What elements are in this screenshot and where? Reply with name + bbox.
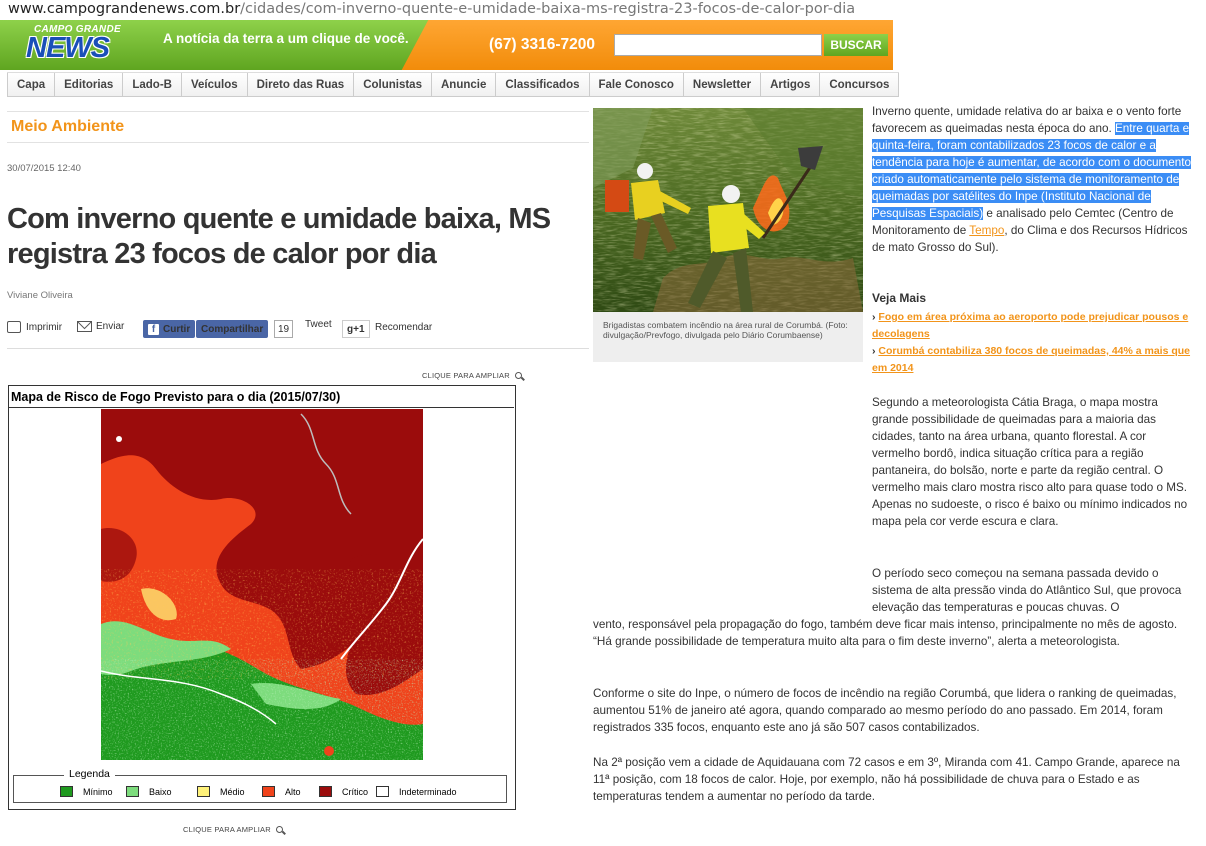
legend-item-critico: Crítico xyxy=(319,786,368,797)
print-label: Imprimir xyxy=(26,321,63,333)
related-link-1[interactable]: › Fogo em área próxima ao aeroporto pode prejudicar pousos e decolagens xyxy=(872,311,1189,340)
site-header xyxy=(0,20,893,70)
send-label: Enviar xyxy=(96,321,125,332)
zoom-link-top[interactable] xyxy=(422,371,522,380)
map-image xyxy=(101,409,423,760)
share-count: 19 xyxy=(274,320,293,338)
nav-item-fale-conosco[interactable]: Fale Conosco xyxy=(590,73,684,97)
search-button[interactable]: BUSCAR xyxy=(824,34,888,56)
nav-item-direto-das-ruas[interactable]: Direto das Ruas xyxy=(248,73,355,97)
facebook-share-button[interactable]: Compartilhar xyxy=(196,320,268,338)
selected-text: Entre quarta e quinta-feira, foram contabilizados 23 focos de calor e a tendência para hoje é aumentar, de acordo com o documento criado automaticamente pelo sistema de monitoramento de queimadas por satélites do Inpe (Instituto Nacional de Pesquisas Espaciais) xyxy=(872,122,1192,220)
legend-item-baixo: Baixo xyxy=(126,786,172,797)
article-author: Viviane Oliveira xyxy=(7,290,73,301)
facebook-icon: f xyxy=(148,324,159,335)
legend-item-alto: Alto xyxy=(262,786,301,797)
nav-item-editorias[interactable]: Editorias xyxy=(55,73,123,97)
tempo-link[interactable]: Tempo xyxy=(969,224,1005,237)
map-title: Mapa de Risco de Fogo Previsto para o dia (2015/07/30) xyxy=(11,390,341,404)
section-title[interactable]: Meio Ambiente xyxy=(11,118,125,135)
paragraph-2: Segundo a meteorologista Cátia Braga, o mapa mostra grande possibilidade de queimadas para a maioria das cidades, tanto na área urbana, quanto florestal. A cor vermelho bordô, indica situação crítica para a região pantaneira, do bolsão, norte e parte da região central. O vermelho mais claro mostra risco alto para quase todo o MS. Apenas no sudoeste, o risco é baixo ou mínimo indicados no mapa pela cor verde escura e clara. xyxy=(872,396,1188,528)
envelope-icon xyxy=(77,321,92,332)
like-label: Curtir xyxy=(163,323,191,335)
nav-item-capa[interactable]: Capa xyxy=(7,73,55,97)
logo-small-text: CAMPO GRANDE xyxy=(34,24,121,35)
paragraph-5: Na 2ª posição vem a cidade de Aquidauana com 72 casos e em 3º, Miranda com 41. Campo Grande, aparece na 11ª posição, com 18 focos de calor. Hoje, por exemplo, não há possibilidade de chuva para o Estado e as temperaturas tendem a aumentar no período da tarde. xyxy=(593,756,1180,803)
nav-item-classificados[interactable]: Classificados xyxy=(496,73,589,97)
legend-item-medio: Médio xyxy=(197,786,245,797)
tagline: A notícia da terra a um clique de você. xyxy=(163,31,409,46)
article-headline: Com inverno quente e umidade baixa, MS registra 23 focos de calor por dia xyxy=(7,203,551,270)
map-legend xyxy=(13,768,507,803)
url-path: /cidades/com-inverno-quente-e-umidade-baixa-ms-registra-23-focos-de-calor-por-dia xyxy=(240,1,856,17)
photo-caption: Brigadistas combatem incêndio na área rural de Corumbá. (Foto: divulgação/Prevfogo, divulgada pelo Diário Corumbaense) xyxy=(593,312,863,362)
printer-icon xyxy=(7,321,21,333)
magnifier-icon xyxy=(515,372,522,379)
nav-item-colunistas[interactable]: Colunistas xyxy=(354,73,432,97)
nav-item-anuncie[interactable]: Anuncie xyxy=(432,73,496,97)
magnifier-icon xyxy=(276,826,283,833)
paragraph-4: Conforme o site do Inpe, o número de focos de incêndio na região Corumbá, que lidera o ranking de queimadas, aumentou 51% de janeiro até agora, quando comparado ao mesmo período do ano passado. Em 2014, foram registrados 335 focos, enquanto este ano já são 507 casos contabilizados. xyxy=(593,687,1177,734)
paragraph-1: Inverno quente, umidade relativa do ar baixa e o vento forte favorecem as queimadas nesta época do ano. Entre quarta e quinta-feira, foram contabilizados 23 focos de calor e a tendência para hoje é aumentar, de acordo com o documento criado automaticamente pelo sistema de monitoramento de queimadas por satélites do Inpe (Instituto Nacional de Pesquisas Espaciais) e analisado pelo Cemtec (Centro de Monitoramento de Tempo, do Clima e dos Recursos Hídricos de mato Grosso do Sul). xyxy=(872,105,1192,254)
legend-item-minimo: Mínimo xyxy=(60,786,113,797)
url-host: www.campograndenews.com.br xyxy=(8,1,241,17)
facebook-like-button[interactable] xyxy=(143,320,195,338)
address-bar[interactable] xyxy=(0,0,1206,20)
article-photo[interactable] xyxy=(593,108,863,312)
nav-item-artigos[interactable]: Artigos xyxy=(761,73,820,97)
nav-item-veiculos[interactable]: Veículos xyxy=(182,73,248,97)
legend-title: Legenda xyxy=(64,768,115,780)
veja-mais-title: Veja Mais xyxy=(872,291,927,305)
nav-item-concursos[interactable]: Concursos xyxy=(820,73,899,97)
recommend-label: Recomendar xyxy=(375,322,433,333)
google-plus-button[interactable]: g+1 xyxy=(342,320,370,338)
article-date: 30/07/2015 12:40 xyxy=(7,163,81,174)
logo-big-text: NEWS xyxy=(26,32,109,64)
nav-item-newsletter[interactable]: Newsletter xyxy=(684,73,761,97)
phone-number: (67) 3316-7200 xyxy=(489,36,595,53)
paragraph-3a: O período seco começou na semana passada devido o sistema de alta pressão vinda do Atlântico Sul, que provoca elevação das temperaturas e poucas chuvas. O xyxy=(872,567,1182,614)
search-input[interactable] xyxy=(614,34,822,56)
fire-risk-map[interactable] xyxy=(8,385,516,810)
tweet-button[interactable]: Tweet xyxy=(305,319,332,330)
site-logo[interactable] xyxy=(26,23,126,67)
zoom-label: CLIQUE PARA AMPLIAR xyxy=(183,825,271,834)
related-link-2[interactable]: › Corumbá contabiliza 380 focos de queimadas, 44% a mais que em 2014 xyxy=(872,345,1191,374)
send-email-button[interactable] xyxy=(77,321,124,332)
zoom-link-bottom[interactable] xyxy=(183,825,283,834)
legend-item-indeterminado: Indeterminado xyxy=(376,786,457,797)
section-bar xyxy=(7,111,589,143)
paragraph-3b: vento, responsável pela propagação do fogo, também deve ficar mais intenso, principalmente no mês de agosto. “Há grande possibilidade de temperatura muito alta para o fim deste inverno”, alerta a meteorologista. xyxy=(593,618,1178,648)
main-nav xyxy=(7,72,899,97)
print-button[interactable] xyxy=(7,321,62,333)
zoom-label: CLIQUE PARA AMPLIAR xyxy=(422,371,510,380)
nav-item-lado-b[interactable]: Lado-B xyxy=(123,73,182,97)
firefighters-photo xyxy=(593,108,863,312)
share-toolbar xyxy=(7,319,589,349)
